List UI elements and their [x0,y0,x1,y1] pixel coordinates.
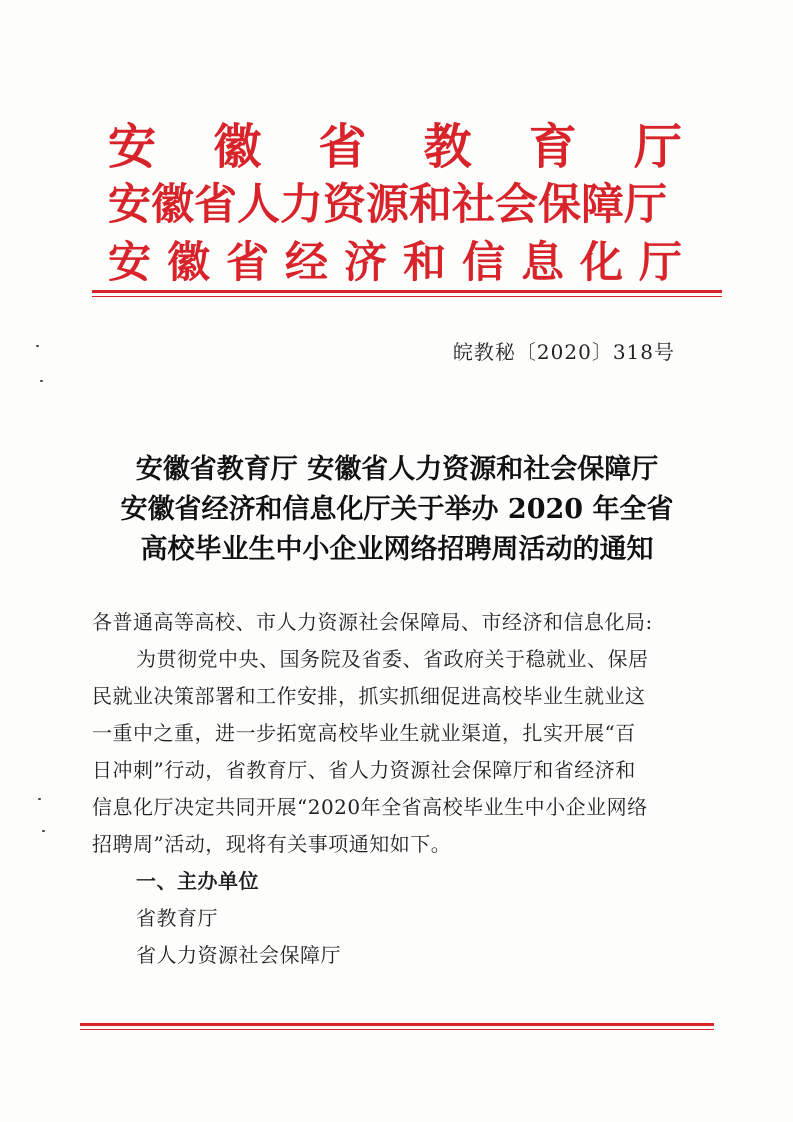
title-line-3: 高校毕业生中小企业网络招聘周活动的通知 [140,534,654,565]
document-body [92,604,712,974]
letterhead-char: 徽 [167,238,210,288]
letterhead-char: 教 [423,119,472,175]
paragraph-line: 日冲刺”行动，省教育厅、省人力资源社会保障厅和省经济和 [92,758,636,782]
title-line-2: 安徽省经济和信息化厅关于举办 2020 年全省 [120,494,674,525]
letterhead-line-3 [108,234,682,292]
organizer-item: 省人力资源社会保障厅 [136,943,341,967]
letterhead-char: 厅 [639,238,682,288]
letterhead-line-1 [108,118,682,176]
letterhead-divider [92,290,722,293]
letterhead-char: 经 [285,238,328,288]
footer-divider [80,1023,714,1026]
scan-speck [38,798,41,800]
letterhead-char: 信 [462,238,505,288]
footer-divider-thin [80,1029,714,1030]
title-line-1: 安徽省教育厅 安徽省人力资源和社会保障厅 [135,454,659,485]
document-number: 皖教秘〔2020〕318号 [452,340,675,364]
letterhead-char: 和 [403,238,446,288]
organizer-item: 省教育厅 [136,906,218,930]
paragraph-line: 信息化厅决定共同开展“2020年全省高校毕业生中小企业网络 [92,795,648,819]
paragraph-line: 一重中之重，进一步拓宽高校毕业生就业渠道，扎实开展“百 [92,721,636,745]
letterhead-char: 省 [226,238,269,288]
scan-speck [40,380,43,382]
scan-speck [42,830,45,832]
letterhead-char: 育 [528,119,577,175]
scan-speck [36,345,39,347]
paragraph-line: 招聘周”活动，现将有关事项通知如下。 [92,832,452,856]
paragraph-line: 为贯彻党中央、国务院及省委、省政府关于稳就业、保居 [136,647,649,671]
letterhead-char: 济 [344,238,387,288]
letterhead-char: 化 [580,238,623,288]
letterhead [108,118,682,292]
letterhead-char: 厅 [633,119,682,175]
section-heading: 一、主办单位 [136,869,259,893]
paragraph-line: 民就业决策部署和工作安排，抓实抓细促进高校毕业生就业这 [92,684,646,708]
salutation: 各普通高等高校、市人力资源社会保障局、市经济和信息化局: [92,610,653,634]
letterhead-char: 徽 [213,119,262,175]
letterhead-char: 安 [108,238,151,288]
letterhead-char: 省 [318,119,367,175]
letterhead-line-2: 安徽省人力资源和社会保障厅 [108,180,667,230]
document-title [90,450,704,570]
letterhead-divider-thin [92,296,722,297]
letterhead-char: 息 [521,238,564,288]
letterhead-char: 安 [108,119,157,175]
